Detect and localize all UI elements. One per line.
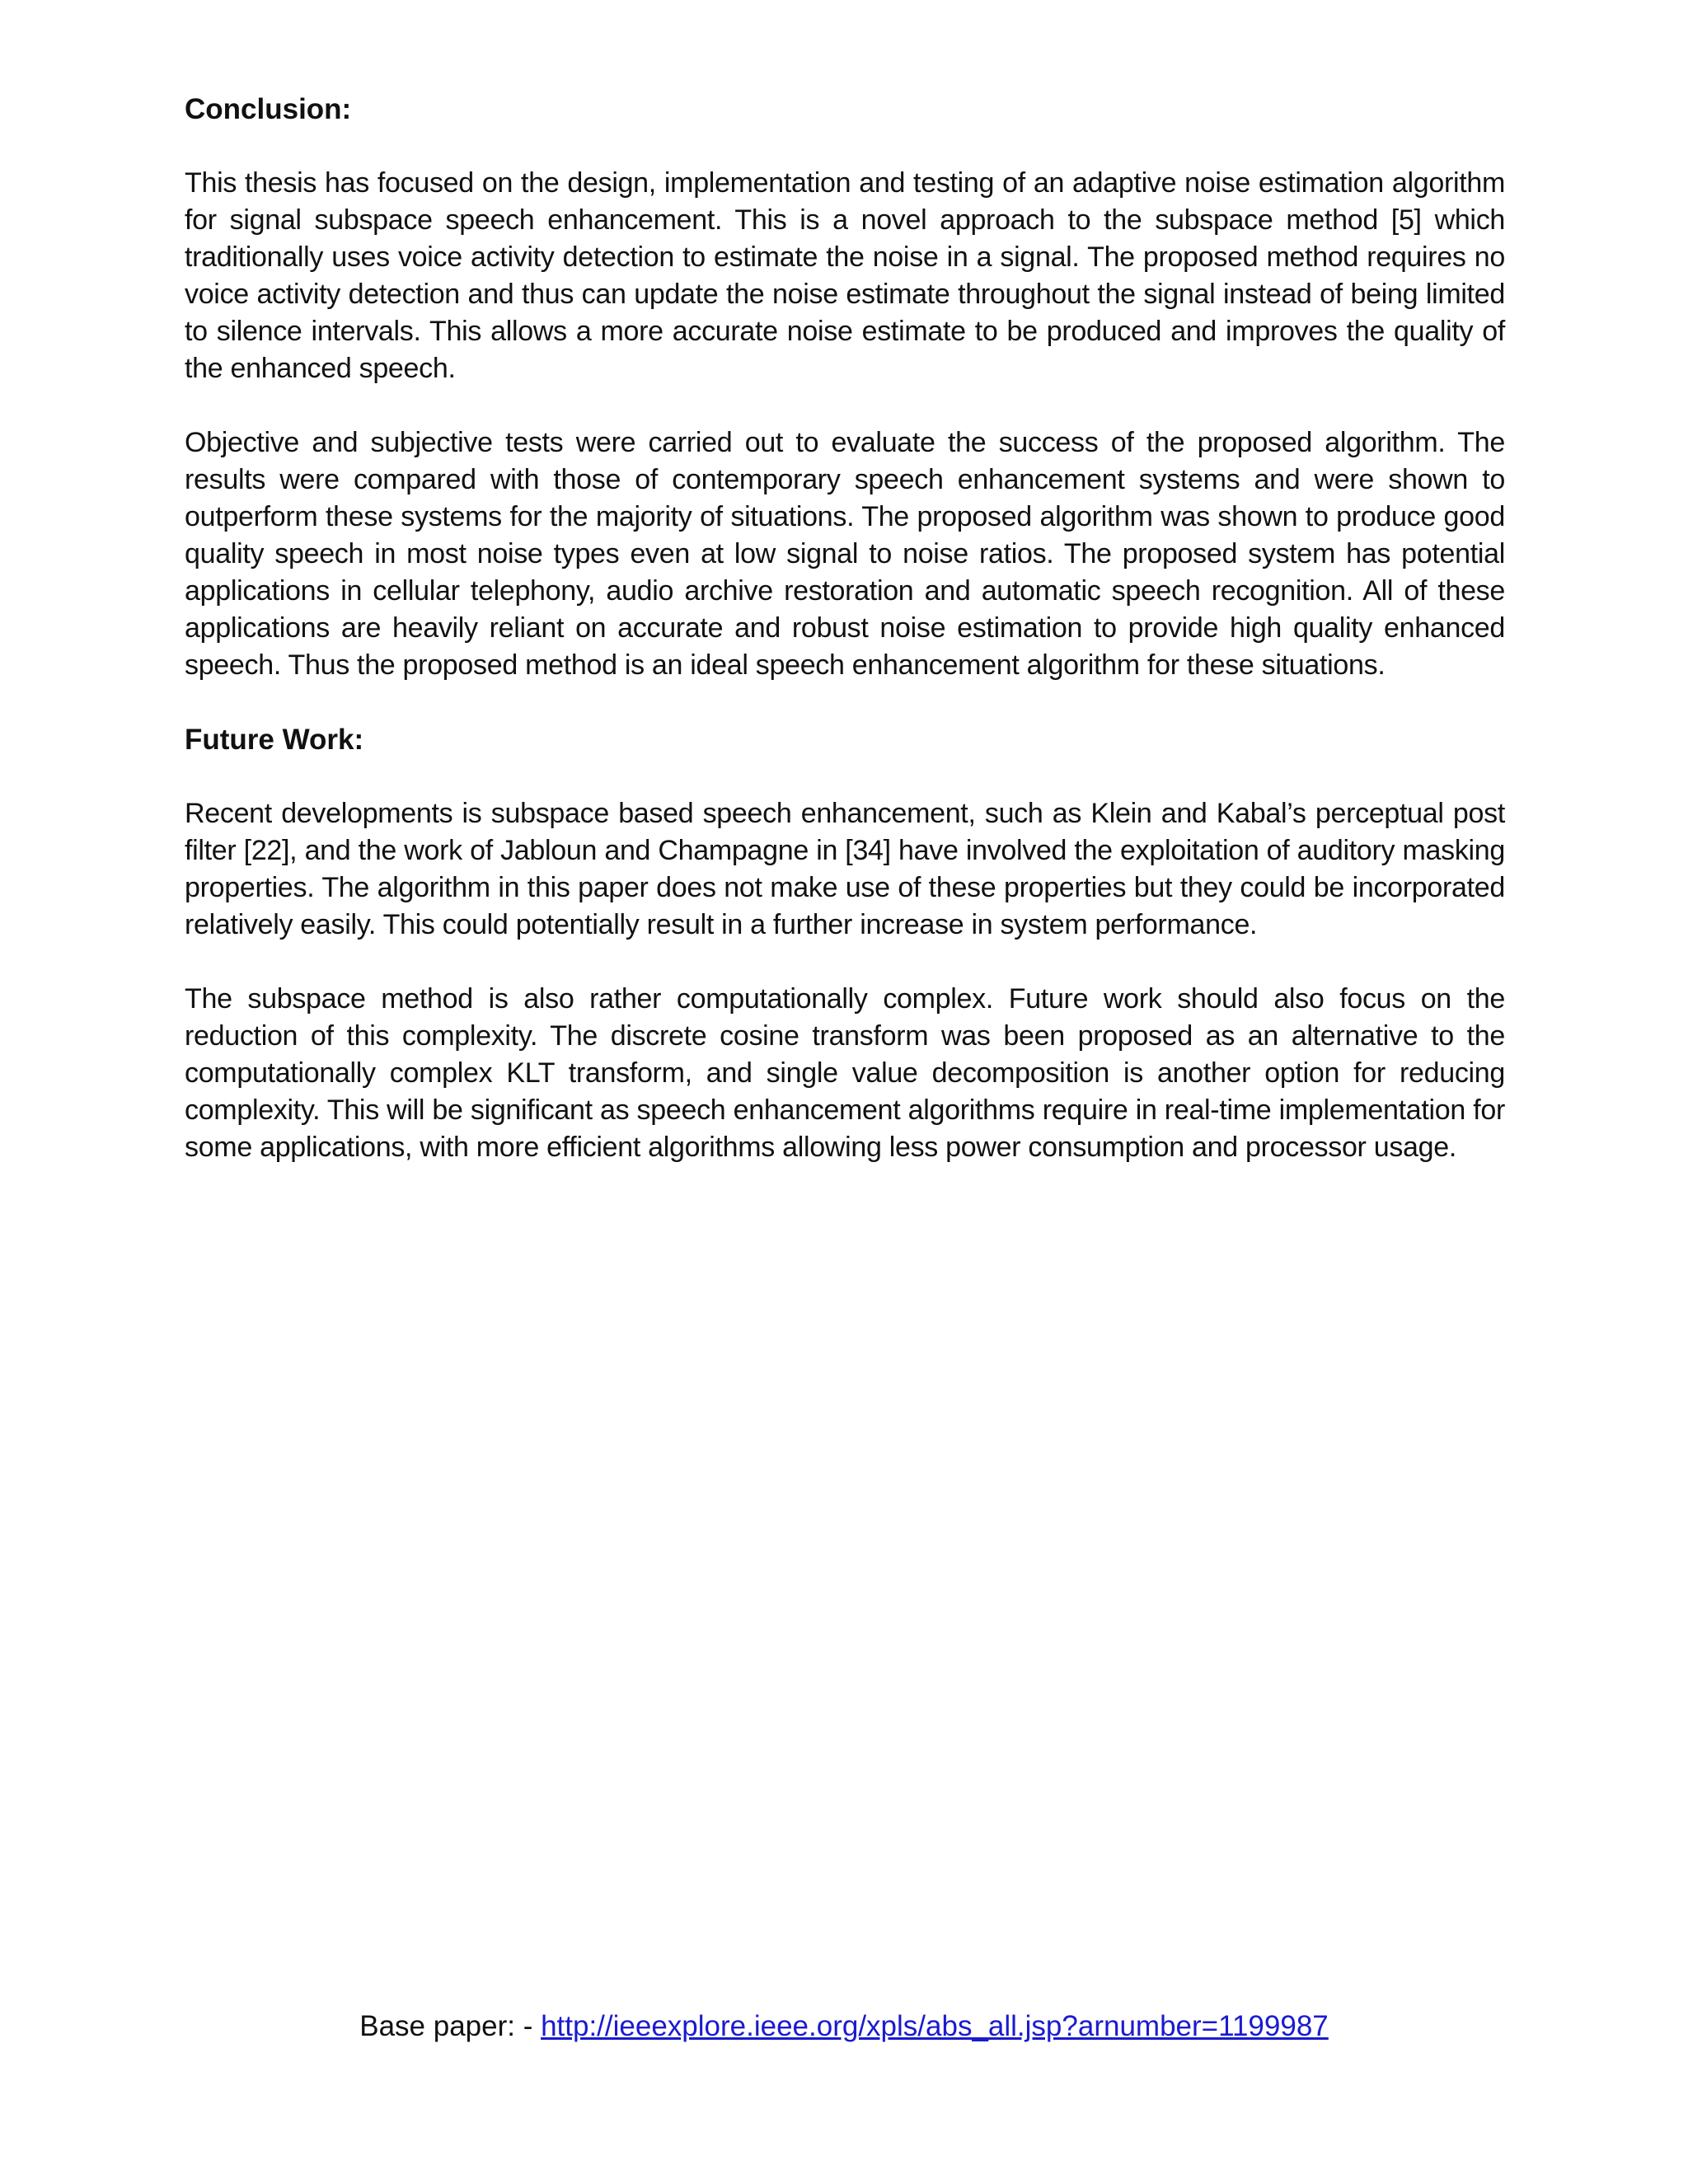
spacer: [185, 944, 1505, 981]
future-work-paragraph-2: The subspace method is also rather computationally complex. Future work should also focus on the reduction of this complexity. The discrete cosine transform was been proposed as an alternative to the computationally complex KLT transform, and single value decomposition is another option for reducing complexity. This will be significant as speech enhancement algorithms require in real-time implementation for some applications, with more efficient algorithms allowing less power consumption and processor usage.: [185, 983, 1505, 1163]
spacer: [185, 684, 1505, 721]
future-work-heading: Future Work:: [185, 724, 364, 756]
base-paper-label: Base paper: -: [359, 2010, 542, 2042]
spacer: [185, 758, 1505, 795]
document-body: [185, 91, 1505, 1166]
future-work-paragraph-1: Recent developments is subspace based speech enhancement, such as Klein and Kabal’s perceptual post filter [22], and the work of Jabloun and Champagne in [34] have involved the exploitation of auditory masking properties. The algorithm in this paper does not make use of these properties but they could be incorporated relatively easily. This could potentially result in a further increase in system performance.: [185, 798, 1505, 940]
conclusion-heading: Conclusion:: [185, 93, 352, 125]
conclusion-paragraph-1: This thesis has focused on the design, implementation and testing of an adaptive noise estimation algorithm for signal subspace speech enhancement. This is a novel approach to the subspace method [5] which traditionally uses voice activity detection to estimate the noise in a signal. The proposed method requires no voice activity detection and thus can update the noise estimate throughout the signal instead of being limited to silence intervals. This allows a more accurate noise estimate to be produced and improves the quality of the enhanced speech.: [185, 167, 1505, 384]
spacer: [185, 128, 1505, 165]
base-paper-footer: [0, 2008, 1688, 2045]
spacer: [185, 387, 1505, 424]
base-paper-link[interactable]: http://ieeexplore.ieee.org/xpls/abs_all.jsp?arnumber=1199987: [541, 2010, 1329, 2042]
conclusion-paragraph-2: Objective and subjective tests were carried out to evaluate the success of the proposed algorithm. The results were compared with those of contemporary speech enhancement systems and were shown to outperform these systems for the majority of situations. The proposed algorithm was shown to produce good quality speech in most noise types even at low signal to noise ratios. The proposed system has potential applications in cellular telephony, audio archive restoration and automatic speech recognition. All of these applications are heavily reliant on accurate and robust noise estimation to provide high quality enhanced speech. Thus the proposed method is an ideal speech enhancement algorithm for these situations.: [185, 427, 1505, 681]
